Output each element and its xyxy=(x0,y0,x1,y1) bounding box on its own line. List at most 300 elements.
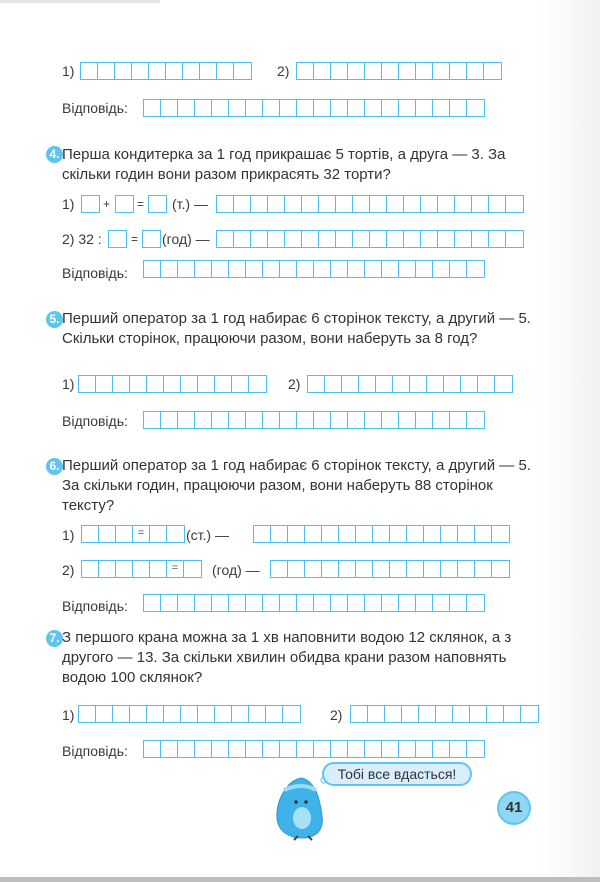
answer-cell[interactable] xyxy=(251,196,268,212)
answer-cells[interactable] xyxy=(81,560,202,578)
answer-cell[interactable] xyxy=(365,63,382,79)
answer-cell[interactable] xyxy=(212,100,229,116)
answer-cells[interactable] xyxy=(253,525,510,543)
answer-cell[interactable] xyxy=(181,376,198,392)
answer-cell[interactable] xyxy=(229,741,246,757)
answer-cell[interactable] xyxy=(251,231,268,247)
answer-cell[interactable] xyxy=(351,706,368,722)
answer-cells[interactable] xyxy=(143,260,485,278)
answer-cell[interactable] xyxy=(444,376,461,392)
answer-cell[interactable] xyxy=(178,100,195,116)
answer-cell[interactable] xyxy=(161,412,178,428)
answer-cell[interactable] xyxy=(339,561,356,577)
answer-label: Відповідь: xyxy=(62,743,128,759)
answer-cell[interactable] xyxy=(419,706,436,722)
answer-cells[interactable] xyxy=(143,740,485,758)
answer-cell[interactable] xyxy=(116,561,133,577)
answer-cell[interactable] xyxy=(376,376,393,392)
answer-cell[interactable] xyxy=(144,412,161,428)
answer-cell[interactable] xyxy=(370,196,387,212)
task-number-badge: 5. xyxy=(46,311,63,328)
answer-cell[interactable] xyxy=(99,526,116,542)
answer-cell[interactable] xyxy=(263,100,280,116)
answer-cell[interactable] xyxy=(143,231,160,247)
answer-cell[interactable] xyxy=(348,100,365,116)
answer-cell[interactable] xyxy=(467,412,484,428)
answer-cell[interactable] xyxy=(475,526,492,542)
answer-cell[interactable] xyxy=(150,561,167,577)
answer-cell[interactable] xyxy=(348,595,365,611)
answer-cell[interactable] xyxy=(234,196,251,212)
answer-cell[interactable] xyxy=(305,526,322,542)
step-label: 2) xyxy=(277,63,290,79)
answer-cell[interactable] xyxy=(297,100,314,116)
answer-cell[interactable] xyxy=(450,412,467,428)
answer-cell[interactable] xyxy=(385,706,402,722)
answer-cell[interactable] xyxy=(164,376,181,392)
answer-cell[interactable] xyxy=(348,741,365,757)
answer-cell[interactable] xyxy=(436,706,453,722)
answer-cell[interactable] xyxy=(478,376,495,392)
answer-cell[interactable] xyxy=(113,706,130,722)
answer-cell[interactable] xyxy=(305,561,322,577)
equals-sign: = xyxy=(137,197,145,211)
answer-cell[interactable] xyxy=(198,706,215,722)
answer-cells[interactable] xyxy=(78,375,267,393)
answer-cells[interactable] xyxy=(81,195,100,213)
answer-cell[interactable] xyxy=(319,196,336,212)
answer-cell[interactable] xyxy=(472,196,489,212)
answer-cell[interactable] xyxy=(399,741,416,757)
answer-cell[interactable] xyxy=(455,196,472,212)
answer-cells[interactable] xyxy=(143,411,485,429)
answer-cell[interactable] xyxy=(342,376,359,392)
answer-cell[interactable] xyxy=(263,741,280,757)
answer-cell[interactable] xyxy=(348,63,365,79)
answer-cell[interactable] xyxy=(467,595,484,611)
answer-cell[interactable] xyxy=(314,63,331,79)
answer-cell[interactable] xyxy=(246,261,263,277)
answer-cell[interactable] xyxy=(407,561,424,577)
answer-cells[interactable] xyxy=(80,62,252,80)
answer-cell[interactable] xyxy=(232,376,249,392)
answer-cell[interactable] xyxy=(217,196,234,212)
answer-cell[interactable] xyxy=(416,100,433,116)
bottom-edge xyxy=(0,877,600,882)
answer-cell[interactable] xyxy=(109,231,126,247)
answer-cells[interactable] xyxy=(143,99,485,117)
answer-cell[interactable] xyxy=(390,526,407,542)
answer-cell[interactable] xyxy=(280,261,297,277)
answer-cell[interactable] xyxy=(280,100,297,116)
answer-cell[interactable] xyxy=(130,376,147,392)
answer-cell[interactable] xyxy=(450,595,467,611)
answer-cell[interactable] xyxy=(178,595,195,611)
answer-cell[interactable] xyxy=(271,526,288,542)
answer-cell[interactable] xyxy=(215,376,232,392)
answer-cell[interactable] xyxy=(195,741,212,757)
answer-cell[interactable] xyxy=(322,561,339,577)
answer-cell[interactable] xyxy=(322,526,339,542)
answer-cell[interactable] xyxy=(302,231,319,247)
answer-cells[interactable] xyxy=(115,195,134,213)
answer-cell[interactable] xyxy=(280,412,297,428)
answer-cell[interactable] xyxy=(144,100,161,116)
answer-cell[interactable] xyxy=(195,261,212,277)
step-label: 1) xyxy=(62,707,75,723)
answer-cell[interactable] xyxy=(387,196,404,212)
answer-cell[interactable] xyxy=(475,561,492,577)
answer-cell[interactable] xyxy=(161,100,178,116)
answer-cell[interactable] xyxy=(280,741,297,757)
answer-cell[interactable] xyxy=(98,63,115,79)
answer-cell[interactable] xyxy=(144,261,161,277)
answer-cell[interactable] xyxy=(181,706,198,722)
answer-cell[interactable] xyxy=(331,412,348,428)
answer-cell[interactable] xyxy=(212,595,229,611)
answer-cell[interactable] xyxy=(467,100,484,116)
answer-cell[interactable] xyxy=(215,706,232,722)
answer-cells[interactable] xyxy=(142,230,161,248)
answer-cell[interactable] xyxy=(416,412,433,428)
answer-cells[interactable] xyxy=(81,525,185,543)
answer-cell[interactable] xyxy=(283,706,300,722)
answer-cell[interactable] xyxy=(467,741,484,757)
answer-cell[interactable] xyxy=(144,595,161,611)
answer-cell[interactable] xyxy=(268,231,285,247)
answer-cell[interactable] xyxy=(472,231,489,247)
answer-cell[interactable] xyxy=(96,376,113,392)
answer-cell[interactable] xyxy=(331,100,348,116)
task-number-badge: 4. xyxy=(46,146,63,163)
answer-cell[interactable] xyxy=(484,63,501,79)
answer-cell[interactable] xyxy=(229,261,246,277)
answer-cell[interactable] xyxy=(416,741,433,757)
answer-cell[interactable] xyxy=(234,63,251,79)
answer-cell[interactable] xyxy=(506,196,523,212)
answer-cell[interactable] xyxy=(116,526,133,542)
answer-cell[interactable] xyxy=(353,196,370,212)
answer-cell[interactable] xyxy=(297,412,314,428)
answer-cell[interactable] xyxy=(82,196,99,212)
answer-cells[interactable] xyxy=(296,62,502,80)
answer-cell[interactable] xyxy=(150,526,167,542)
answer-cell[interactable] xyxy=(288,526,305,542)
answer-cell[interactable] xyxy=(232,706,249,722)
answer-cell[interactable] xyxy=(399,261,416,277)
answer-cell[interactable] xyxy=(249,706,266,722)
answer-cell[interactable] xyxy=(365,100,382,116)
answer-cell[interactable] xyxy=(373,526,390,542)
answer-cell[interactable] xyxy=(113,376,130,392)
answer-cell[interactable] xyxy=(399,412,416,428)
answer-cell[interactable] xyxy=(487,706,504,722)
answer-cell[interactable] xyxy=(353,231,370,247)
task-text: Перший оператор за 1 год набирає 6 сторінок тексту, а другий — 5. Скільки сторінок, працюючи разом, вони наберуть за 8 год? xyxy=(62,310,531,347)
answer-cell[interactable] xyxy=(263,595,280,611)
answer-cell[interactable] xyxy=(404,231,421,247)
answer-cell[interactable] xyxy=(365,261,382,277)
page-number: 41 xyxy=(497,791,531,825)
equals-sign: = xyxy=(131,232,139,246)
answer-label: Відповідь: xyxy=(62,100,128,116)
answer-cell[interactable] xyxy=(365,741,382,757)
answer-cell[interactable] xyxy=(492,561,509,577)
step-label: 1) xyxy=(62,527,75,543)
answer-cell[interactable] xyxy=(331,595,348,611)
unit-label: (год) — xyxy=(212,562,260,578)
answer-cell[interactable] xyxy=(246,412,263,428)
answer-cell[interactable] xyxy=(266,706,283,722)
answer-cell[interactable] xyxy=(506,231,523,247)
answer-cell[interactable] xyxy=(166,63,183,79)
answer-cell[interactable] xyxy=(424,561,441,577)
answer-cells[interactable] xyxy=(307,375,513,393)
answer-cell[interactable] xyxy=(373,561,390,577)
answer-cell[interactable] xyxy=(331,741,348,757)
answer-cell[interactable] xyxy=(314,100,331,116)
answer-cell[interactable] xyxy=(492,526,509,542)
answer-cell[interactable] xyxy=(167,526,184,542)
answer-cell[interactable] xyxy=(249,376,266,392)
answer-cell[interactable] xyxy=(229,100,246,116)
answer-cell[interactable] xyxy=(314,412,331,428)
answer-cell[interactable] xyxy=(331,63,348,79)
answer-cell[interactable] xyxy=(184,561,201,577)
answer-cell[interactable] xyxy=(217,231,234,247)
answer-cell[interactable] xyxy=(404,196,421,212)
answer-cell[interactable] xyxy=(149,196,166,212)
answer-cell[interactable] xyxy=(195,412,212,428)
answer-cell[interactable] xyxy=(198,376,215,392)
answer-cell[interactable] xyxy=(285,231,302,247)
answer-cell[interactable] xyxy=(433,261,450,277)
answer-cell[interactable] xyxy=(450,63,467,79)
answer-cells[interactable] xyxy=(78,705,301,723)
answer-cell[interactable] xyxy=(234,231,251,247)
unit-label: (т.) — xyxy=(172,196,208,212)
answer-cell[interactable] xyxy=(339,526,356,542)
answer-cell[interactable] xyxy=(467,63,484,79)
answer-cell[interactable] xyxy=(421,196,438,212)
answer-cell[interactable] xyxy=(297,261,314,277)
answer-cell[interactable] xyxy=(433,100,450,116)
answer-cell[interactable] xyxy=(99,561,116,577)
answer-cell[interactable] xyxy=(470,706,487,722)
answer-cell[interactable] xyxy=(424,526,441,542)
answer-cell[interactable] xyxy=(229,412,246,428)
answer-cell[interactable] xyxy=(271,561,288,577)
answer-cell[interactable] xyxy=(178,412,195,428)
answer-cells[interactable] xyxy=(108,230,127,248)
answer-cells[interactable] xyxy=(216,230,524,248)
answer-cell[interactable] xyxy=(382,63,399,79)
answer-cell[interactable] xyxy=(280,595,297,611)
step-label: 1) xyxy=(62,196,75,212)
answer-cell[interactable] xyxy=(461,376,478,392)
equals-cell[interactable]: = xyxy=(133,526,150,542)
answer-cell[interactable] xyxy=(433,741,450,757)
answer-cell[interactable] xyxy=(325,376,342,392)
answer-cell[interactable] xyxy=(164,706,181,722)
answer-cell[interactable] xyxy=(453,706,470,722)
answer-cell[interactable] xyxy=(302,196,319,212)
answer-cell[interactable] xyxy=(268,196,285,212)
answer-cell[interactable] xyxy=(410,376,427,392)
answer-cell[interactable] xyxy=(161,741,178,757)
answer-cell[interactable] xyxy=(183,63,200,79)
answer-cell[interactable] xyxy=(161,595,178,611)
answer-cell[interactable] xyxy=(402,706,419,722)
answer-cell[interactable] xyxy=(200,63,217,79)
answer-cell[interactable] xyxy=(178,261,195,277)
answer-cell[interactable] xyxy=(297,63,314,79)
answer-cell[interactable] xyxy=(356,526,373,542)
answer-cell[interactable] xyxy=(331,261,348,277)
answer-cell[interactable] xyxy=(416,595,433,611)
answer-cell[interactable] xyxy=(399,595,416,611)
answer-cell[interactable] xyxy=(489,231,506,247)
water-drop-mascot-icon xyxy=(272,772,332,842)
answer-cell[interactable] xyxy=(348,412,365,428)
answer-cell[interactable] xyxy=(147,376,164,392)
answer-cell[interactable] xyxy=(467,261,484,277)
answer-cell[interactable] xyxy=(382,595,399,611)
task-text: Перша кондитерка за 1 год прикрашає 5 тортів, а друга — 3. За скільки годин вони разом прикрасять 32 торти? xyxy=(62,146,506,183)
step-label: 2) xyxy=(62,562,75,578)
answer-cell[interactable] xyxy=(116,196,133,212)
answer-cell[interactable] xyxy=(441,561,458,577)
step-label: 2) xyxy=(330,707,343,723)
answer-cell[interactable] xyxy=(229,595,246,611)
answer-cell[interactable] xyxy=(399,100,416,116)
answer-cell[interactable] xyxy=(96,706,113,722)
answer-cell[interactable] xyxy=(495,376,512,392)
answer-cell[interactable] xyxy=(438,231,455,247)
answer-cell[interactable] xyxy=(336,196,353,212)
answer-cell[interactable] xyxy=(288,561,305,577)
answer-cell[interactable] xyxy=(246,741,263,757)
answer-cells[interactable] xyxy=(143,594,485,612)
answer-cell[interactable] xyxy=(450,261,467,277)
answer-cell[interactable] xyxy=(195,595,212,611)
answer-cell[interactable] xyxy=(348,261,365,277)
answer-cell[interactable] xyxy=(458,526,475,542)
task-text: З першого крана можна за 1 хв наповнити водою 12 склянок, а з другого — 13. За скільки хвилин обидва крани разом наповнять водою 100 склянок? xyxy=(62,629,512,686)
answer-cell[interactable] xyxy=(82,561,99,577)
answer-cell[interactable] xyxy=(285,196,302,212)
answer-cell[interactable] xyxy=(161,261,178,277)
answer-cell[interactable] xyxy=(82,526,99,542)
step-label: 1) xyxy=(62,63,75,79)
answer-cell[interactable] xyxy=(314,261,331,277)
answer-cell[interactable] xyxy=(407,526,424,542)
answer-cell[interactable] xyxy=(438,196,455,212)
answer-cell[interactable] xyxy=(308,376,325,392)
answer-cells[interactable] xyxy=(350,705,539,723)
answer-cell[interactable] xyxy=(314,741,331,757)
answer-cell[interactable] xyxy=(195,100,212,116)
answer-cell[interactable] xyxy=(521,706,538,722)
answer-cell[interactable] xyxy=(217,63,234,79)
answer-cell[interactable] xyxy=(314,595,331,611)
answer-cell[interactable] xyxy=(450,100,467,116)
answer-cell[interactable] xyxy=(416,63,433,79)
answer-cell[interactable] xyxy=(416,261,433,277)
answer-cell[interactable] xyxy=(263,412,280,428)
answer-cell[interactable] xyxy=(450,741,467,757)
answer-cell[interactable] xyxy=(130,706,147,722)
answer-cell[interactable] xyxy=(365,412,382,428)
answer-cell[interactable] xyxy=(393,376,410,392)
answer-cells[interactable] xyxy=(216,195,524,213)
answer-cell[interactable] xyxy=(382,741,399,757)
answer-cell[interactable] xyxy=(115,63,132,79)
answer-cell[interactable] xyxy=(399,63,416,79)
task-number-badge: 7. xyxy=(46,630,63,647)
answer-cell[interactable] xyxy=(382,100,399,116)
answer-cell[interactable] xyxy=(246,595,263,611)
answer-cell[interactable] xyxy=(79,376,96,392)
answer-cell[interactable] xyxy=(336,231,353,247)
answer-cell[interactable] xyxy=(368,706,385,722)
answer-cell[interactable] xyxy=(441,526,458,542)
answer-cell[interactable] xyxy=(79,706,96,722)
answer-cell[interactable] xyxy=(149,63,166,79)
answer-cell[interactable] xyxy=(147,706,164,722)
answer-cell[interactable] xyxy=(319,231,336,247)
answer-cell[interactable] xyxy=(133,561,150,577)
answer-cell[interactable] xyxy=(212,741,229,757)
answer-cell[interactable] xyxy=(81,63,98,79)
answer-label: Відповідь: xyxy=(62,265,128,281)
answer-cell[interactable] xyxy=(370,231,387,247)
answer-cell[interactable] xyxy=(263,261,280,277)
answer-cell[interactable] xyxy=(382,412,399,428)
answer-cell[interactable] xyxy=(359,376,376,392)
equals-cell[interactable]: = xyxy=(167,561,184,577)
answer-cell[interactable] xyxy=(433,412,450,428)
answer-cell[interactable] xyxy=(421,231,438,247)
answer-cell[interactable] xyxy=(382,261,399,277)
answer-cell[interactable] xyxy=(455,231,472,247)
answer-cells[interactable] xyxy=(148,195,167,213)
answer-cell[interactable] xyxy=(356,561,373,577)
answer-cell[interactable] xyxy=(390,561,407,577)
answer-cell[interactable] xyxy=(387,231,404,247)
answer-cell[interactable] xyxy=(297,741,314,757)
answer-cell[interactable] xyxy=(178,741,195,757)
step-label: 2) xyxy=(288,376,301,392)
answer-cell[interactable] xyxy=(212,412,229,428)
answer-cell[interactable] xyxy=(427,376,444,392)
answer-cells[interactable] xyxy=(270,560,510,578)
answer-cell[interactable] xyxy=(144,741,161,757)
answer-cell[interactable] xyxy=(433,595,450,611)
answer-cell[interactable] xyxy=(254,526,271,542)
answer-cell[interactable] xyxy=(132,63,149,79)
answer-cell[interactable] xyxy=(458,561,475,577)
answer-cell[interactable] xyxy=(365,595,382,611)
answer-cell[interactable] xyxy=(433,63,450,79)
answer-cell[interactable] xyxy=(489,196,506,212)
answer-cell[interactable] xyxy=(212,261,229,277)
answer-cell[interactable] xyxy=(504,706,521,722)
answer-cell[interactable] xyxy=(297,595,314,611)
speech-bubble: Тобі все вдасться! xyxy=(322,762,472,786)
unit-label: (год) — xyxy=(162,231,210,247)
answer-cell[interactable] xyxy=(246,100,263,116)
